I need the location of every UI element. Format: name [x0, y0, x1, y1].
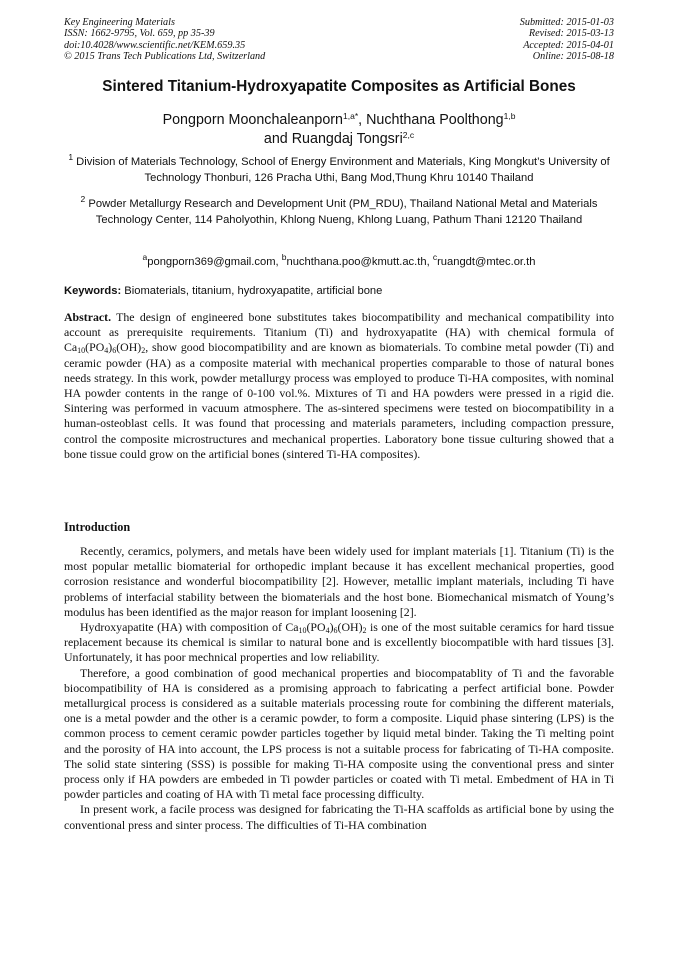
keywords-text: Biomaterials, titanium, hydroxyapatite, artificial bone	[121, 285, 383, 297]
subscript: 6	[333, 626, 338, 636]
subscript: 2	[362, 626, 367, 636]
subscript: 10	[77, 346, 86, 356]
journal-info	[64, 17, 265, 63]
paragraph: Recently, ceramics, polymers, and metals have been widely used for implant materials [1]. Titanium (Ti) is the most popular metallic biomaterial for orthopedic implant because it has excellent mechanical properties, good corrosion resistance and wonderful biocompatibility [2]. However, metallic implant materials, including Ti have problems of interfacial stability between the biomaterials and the host bone. Biomechanical mismatch of Young’s modulus has been identified as the major reason for implant loosening [2].	[64, 544, 614, 619]
date-accepted: Accepted: 2015-04-01	[523, 39, 614, 51]
journal-name: Key Engineering Materials	[64, 17, 175, 28]
paragraph-text: is one of the most suitable ceramics for hard tissue replacement because its chemical is similar to natural bone and is excellently biocompatible with hard tissues [3]. Unfortunately, it has poor mechnical properties and low reliability.	[64, 620, 615, 665]
author-separator: ,	[358, 112, 367, 128]
abstract-label: Abstract.	[64, 310, 112, 324]
email-marker: b	[281, 252, 287, 262]
abstract-text: The design of engineered bone substitutes takes biocompatibility and mechanical compatibility into account as prerequisite requirements. Titanium (Ti) and hydroxyapatite (HA) with chemical formula of Ca	[64, 310, 614, 355]
section-heading-introduction: Introduction	[64, 520, 131, 534]
affiliation-1	[64, 152, 614, 186]
email-marker: c	[432, 252, 438, 262]
paper-title: Sintered Titanium-Hydroxyapatite Composites as Artificial Bones	[102, 78, 576, 95]
paragraph: In present work, a facile process was designed for fabricating the Ti-HA scaffolds as artificial bone by using the conventional press and sinter process. The difficulties of Ti-HA combination	[64, 802, 614, 832]
date-submitted: Submitted: 2015-01-03	[519, 17, 614, 28]
author-conjunction: and	[263, 131, 292, 147]
author-marker: 1,a*	[343, 111, 359, 121]
paragraph-text: Hydroxyapatite (HA) with composition of Ca	[80, 620, 299, 635]
author-name: Nuchthana Poolthong	[366, 112, 504, 128]
date-online: Online: 2015-08-18	[532, 51, 614, 63]
author-marker: 1,b	[503, 111, 516, 121]
subscript: 4	[104, 346, 109, 356]
abstract-text: , show good biocompatibility and are known as biomaterials. To combine metal powder (Ti) and ceramic powder (HA) as a composite material with mechanical properties comparable to those of natural bones needs strategy. In this work, powder metallurgy process was employed to produce Ti-HA composites, with nominal HA powder contents in the range of 0-100 vol.%. Mixtures of Ti and HA powders were pressed in a rigid die. Sintering was performed in vacuum atmosphere. The as-sintered specimens were tested on biocompatibility in a human-osteoblast cells. It was found that processing and materials parameters, including compaction pressure, control the composite microstructures and mechanical properties. Laboratory bone tissue culturing showed that a bone tissue could grow on the artificial bones (sintered Ti-HA composites).	[64, 340, 614, 461]
date-revised: Revised: 2015-03-13	[528, 28, 614, 40]
author-list	[40, 111, 638, 149]
paragraph	[64, 620, 614, 666]
email-address[interactable]: nuchthana.poo@kmutt.ac.th,	[286, 256, 433, 268]
journal-issn: ISSN: 1662-9795, Vol. 659, pp 35-39	[64, 28, 215, 40]
publication-dates	[520, 17, 614, 63]
author-name: Pongporn Moonchaleanporn	[162, 112, 343, 128]
keywords-label: Keywords:	[64, 285, 122, 297]
keywords-line	[64, 285, 614, 297]
author-emails	[64, 252, 614, 268]
subscript: 4	[325, 626, 330, 636]
subscript: 2	[141, 346, 146, 356]
abstract-text: (OH)	[116, 340, 142, 355]
email-address[interactable]: pongporn369@gmail.com,	[147, 256, 282, 268]
introduction-body	[64, 544, 614, 833]
affiliation-text: Powder Metallurgy Research and Development Unit (PM_RDU), Thailand National Metal and Materials Technology Center, 114 Paholyothin, Khlong Nueng, Khlong Luang, Pathum Thani 12120 Thailand	[88, 198, 598, 226]
abstract	[64, 310, 614, 462]
paragraph: Therefore, a good combination of good mechanical properties and biocompatablity of Ti and the favorable biocompatibility of HA is considered as a promising approach to fabricating a perfect artificial bone. Powder metallurgical process is considered as a suitable materials processing route for combining the different materials, one is a metal powder and the other is a ceramic powder, to form a composite. Liquid phase sintering (LPS) is the common process to cement ceramic powder particles together by liquid metal binder. Taking the Ti melting point and the porosity of HA into account, the LPS process is not a suitable process for fabricating of Ti-HA composite. The solid state sintering (SSS) is possible for making Ti-HA composite using the conventional press and sinter process only if HA powders are embeded in Ti powder particles or coated with Ti metal. Embedment of HA in Ti powder particles and coating of HA with Ti metal face processing difficulty.	[64, 665, 614, 802]
paragraph-text: (PO	[306, 620, 326, 635]
journal-copyright: © 2015 Trans Tech Publications Ltd, Switzerland	[64, 51, 266, 63]
subscript: 10	[298, 626, 307, 636]
email-marker: a	[142, 252, 148, 262]
paragraph-text: (OH)	[337, 620, 363, 635]
email-address[interactable]: ruangdt@mtec.or.th	[437, 256, 536, 268]
abstract-text: (PO	[85, 340, 105, 355]
affiliation-number: 2	[80, 194, 86, 204]
paragraph-text: )	[329, 620, 334, 635]
affiliation-number: 1	[68, 152, 74, 162]
affiliation-2	[64, 194, 614, 228]
author-name: Ruangdaj Tongsri	[291, 131, 403, 147]
abstract-text: )	[108, 340, 113, 355]
affiliation-text: Division of Materials Technology, School of Energy Environment and Materials, King Mongkut’s University of Technology Thonburi, 126 Pracha Uthi, Bang Mod,Thung Khru 10140 Thailand	[76, 156, 610, 184]
subscript: 6	[112, 346, 117, 356]
journal-doi: doi:10.4028/www.scientific.net/KEM.659.35	[64, 39, 246, 51]
author-marker: 2,c	[402, 130, 415, 140]
